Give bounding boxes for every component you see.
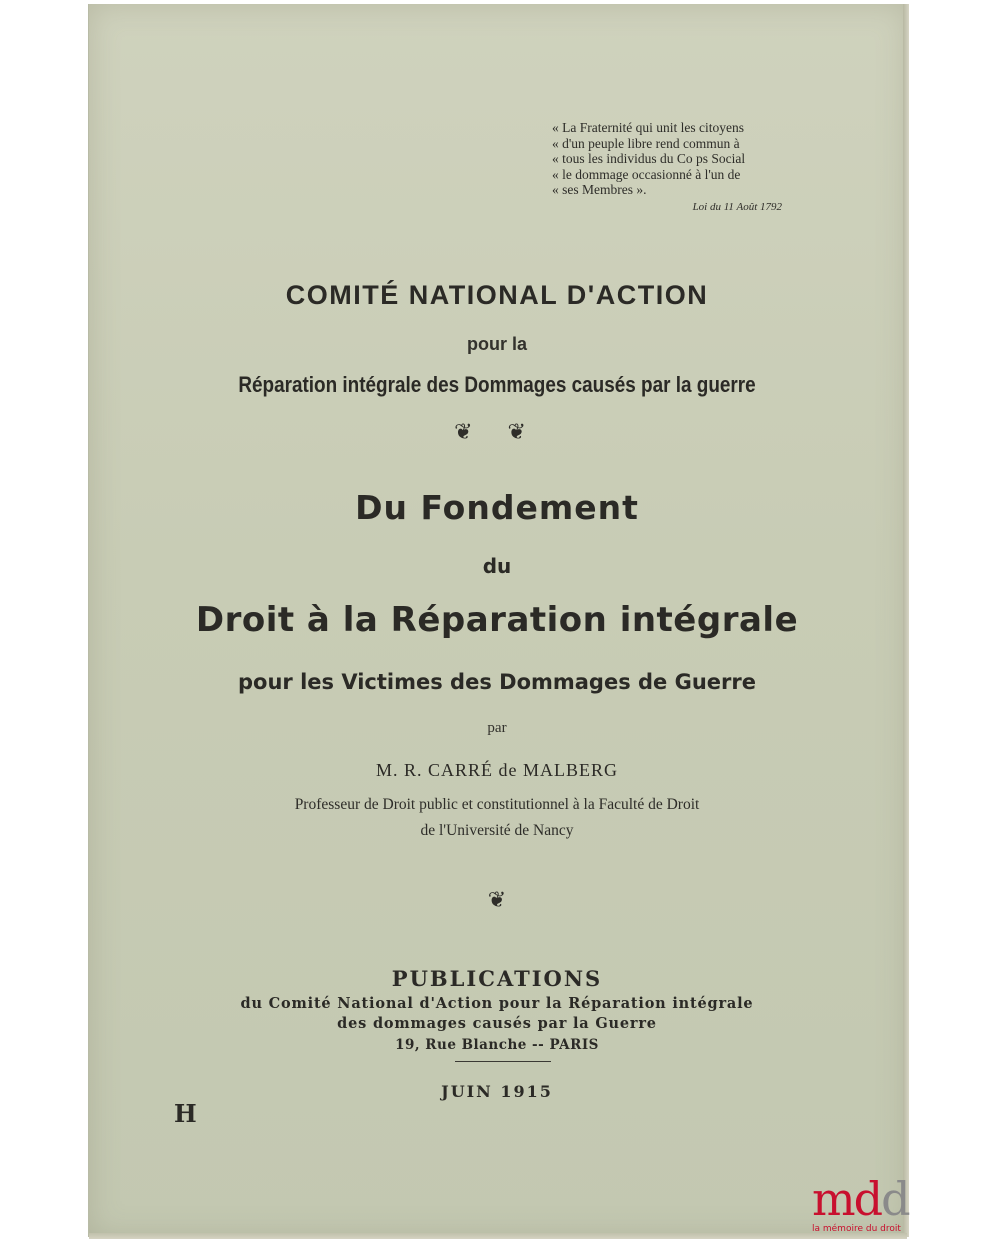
logo-letter: m (812, 1172, 854, 1226)
mdd-logo[interactable] (812, 1172, 912, 1238)
epigraph-line: « le dommage occasionné à l'un de (552, 166, 741, 182)
publisher-address: 19, Rue Blanche -- PARIS (395, 1037, 599, 1053)
fleuron-ornament-bottom-icon: ❦ (487, 888, 507, 913)
epigraph (552, 120, 812, 215)
logo-mark (812, 1172, 912, 1226)
by-label: par (487, 720, 507, 736)
title-connector: du (482, 554, 512, 578)
author-role: Professeur de Droit public et constitutionnel à la Faculté de Droit (294, 796, 700, 813)
logo-tagline: la mémoire du droit (812, 1224, 901, 1234)
author-name: M. R. CARRÉ de MALBERG (375, 760, 619, 780)
publications-title: PUBLICATIONS (391, 966, 603, 991)
epigraph-line: « La Fraternité qui unit les citoyens (552, 120, 744, 135)
document-subtitle-2: pour les Victimes des Dommages de Guerre (238, 670, 756, 694)
cover-bottom-edge (89, 1233, 907, 1239)
pour-la-label: pour la (466, 334, 527, 354)
epigraph-line: « d'un peuple libre rend commun à (552, 135, 740, 151)
divider-rule (455, 1061, 551, 1062)
publication-date: JUIN 1915 (441, 1082, 553, 1101)
publisher-line: du Comité National d'Action pour la Réparation intégrale (240, 995, 754, 1012)
epigraph-source: Loi du 11 Août 1792 (692, 200, 782, 213)
committee-subtitle: Réparation intégrale des Dommages causés par la guerre (238, 372, 756, 397)
shelf-marker: H (174, 1099, 197, 1128)
logo-letter: d (853, 1172, 882, 1226)
document-title: Du Fondement (355, 488, 639, 527)
fleuron-ornament-top-icon: ❦ ❦ (454, 420, 540, 445)
publisher-line: des dommages causés par la Guerre (337, 1015, 657, 1032)
epigraph-line: « tous les individus du Co ps Social (552, 151, 746, 166)
epigraph-line: « ses Membres ». (552, 182, 647, 197)
document-subtitle: Droit à la Réparation intégrale (195, 600, 799, 640)
logo-letter: d (881, 1172, 909, 1226)
author-affiliation: de l'Université de Nancy (420, 822, 574, 839)
committee-title: COMITÉ NATIONAL D'ACTION (285, 280, 709, 310)
